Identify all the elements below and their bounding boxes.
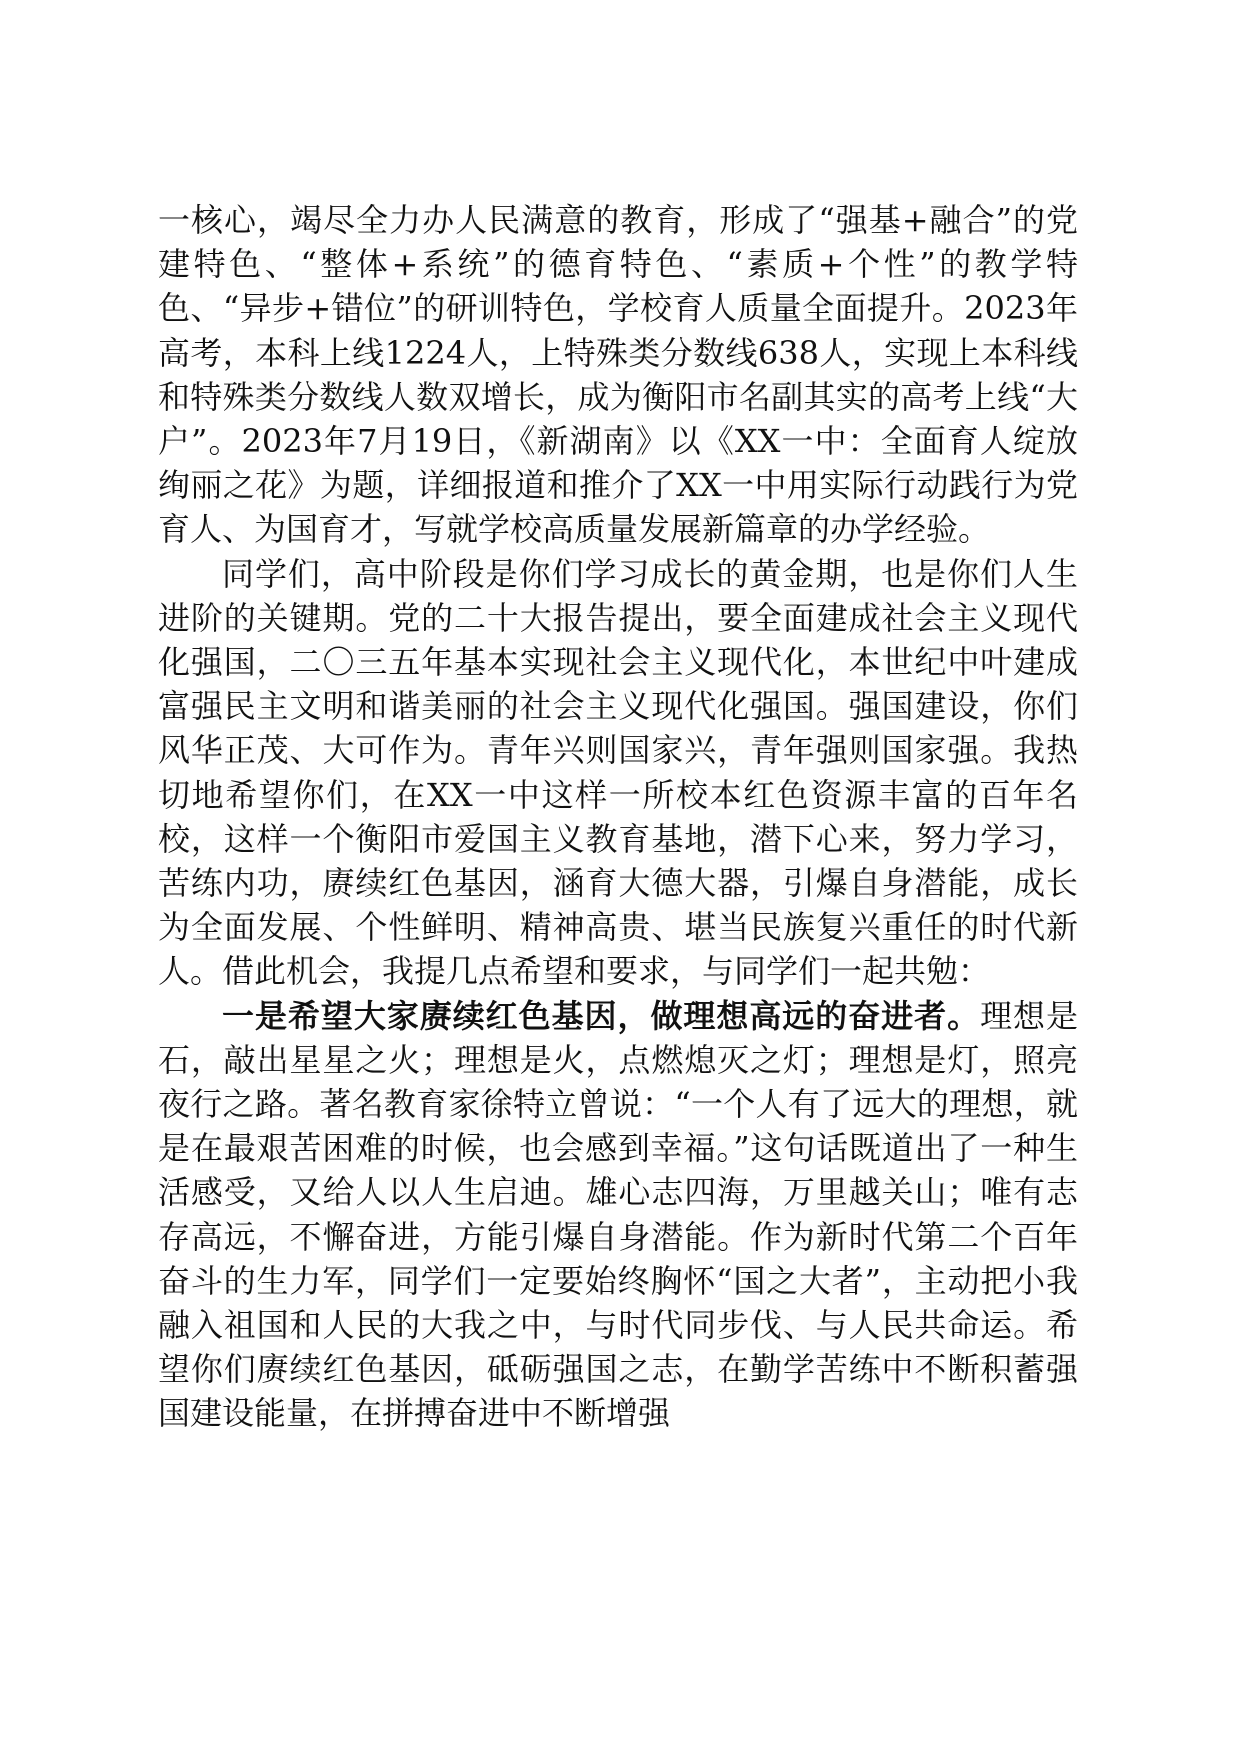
paragraph-lead-sentence: 一是希望大家赓续红色基因，做理想高远的奋进者。 xyxy=(222,996,981,1035)
paragraph-text: 理想是石，敲出星星之火；理想是火，点燃熄灭之灯；理想是灯，照亮夜行之路。著名教育家徐特立曾说：“一个人有了远大的理想，就是在最艰苦困难的时候，也会感到幸福。”这句话既道出了一种生活感受，又给人以人生启迪。雄心志四海，万里越关山；唯有志存高远，不懈奋进，方能引爆自身潜能。作为新时代第二个百年奋斗的生力军，同学们一定要始终胸怀“国之大者”，主动把小我融入祖国和人民的大我之中，与时代同步伐、与人民共命运。希望你们赓续红色基因，砥砺强国之志，在勤学苦练中不断积蓄强国建设能量，在拼搏奋进中不断增强 xyxy=(158,996,1078,1433)
paragraph-school-achievements xyxy=(158,198,1078,552)
document-body xyxy=(158,198,1078,1436)
paragraph-address-to-students xyxy=(158,552,1078,994)
paragraph-text: 一核心，竭尽全力办人民满意的教育，形成了“强基+融合”的党建特色、“整体+系统”的德育特色、“素质+个性”的教学特色、“异步+错位”的研训特色，学校育人质量全面提升。2023年高考，本科上线1224人，上特殊类分数线638人，实现上本科线和特殊类分数线人数双增长，成为衡阳市名副其实的高考上线“大户”。2023年7月19日，《新湖南》以《XX一中：全面育人绽放绚丽之花》为题，详细报道和推介了XX一中用实际行动践行为党育人、为国育才，写就学校高质量发展新篇章的办学经验。 xyxy=(158,201,1078,549)
paragraph-first-hope xyxy=(158,994,1078,1436)
paragraph-text: 同学们，高中阶段是你们学习成长的黄金期，也是你们人生进阶的关键期。党的二十大报告提出，要全面建成社会主义现代化强国，二〇三五年基本实现社会主义现代化，本世纪中叶建成富强民主文明和谐美丽的社会主义现代化强国。强国建设，你们风华正茂、大可作为。青年兴则国家兴，青年强则国家强。我热切地希望你们，在XX一中这样一所校本红色资源丰富的百年名校，这样一个衡阳市爱国主义教育基地，潜下心来，努力学习，苦练内功，赓续红色基因，涵育大德大器，引爆自身潜能，成长为全面发展、个性鲜明、精神高贵、堪当民族复兴重任的时代新人。借此机会，我提几点希望和要求，与同学们一起共勉： xyxy=(158,554,1078,991)
